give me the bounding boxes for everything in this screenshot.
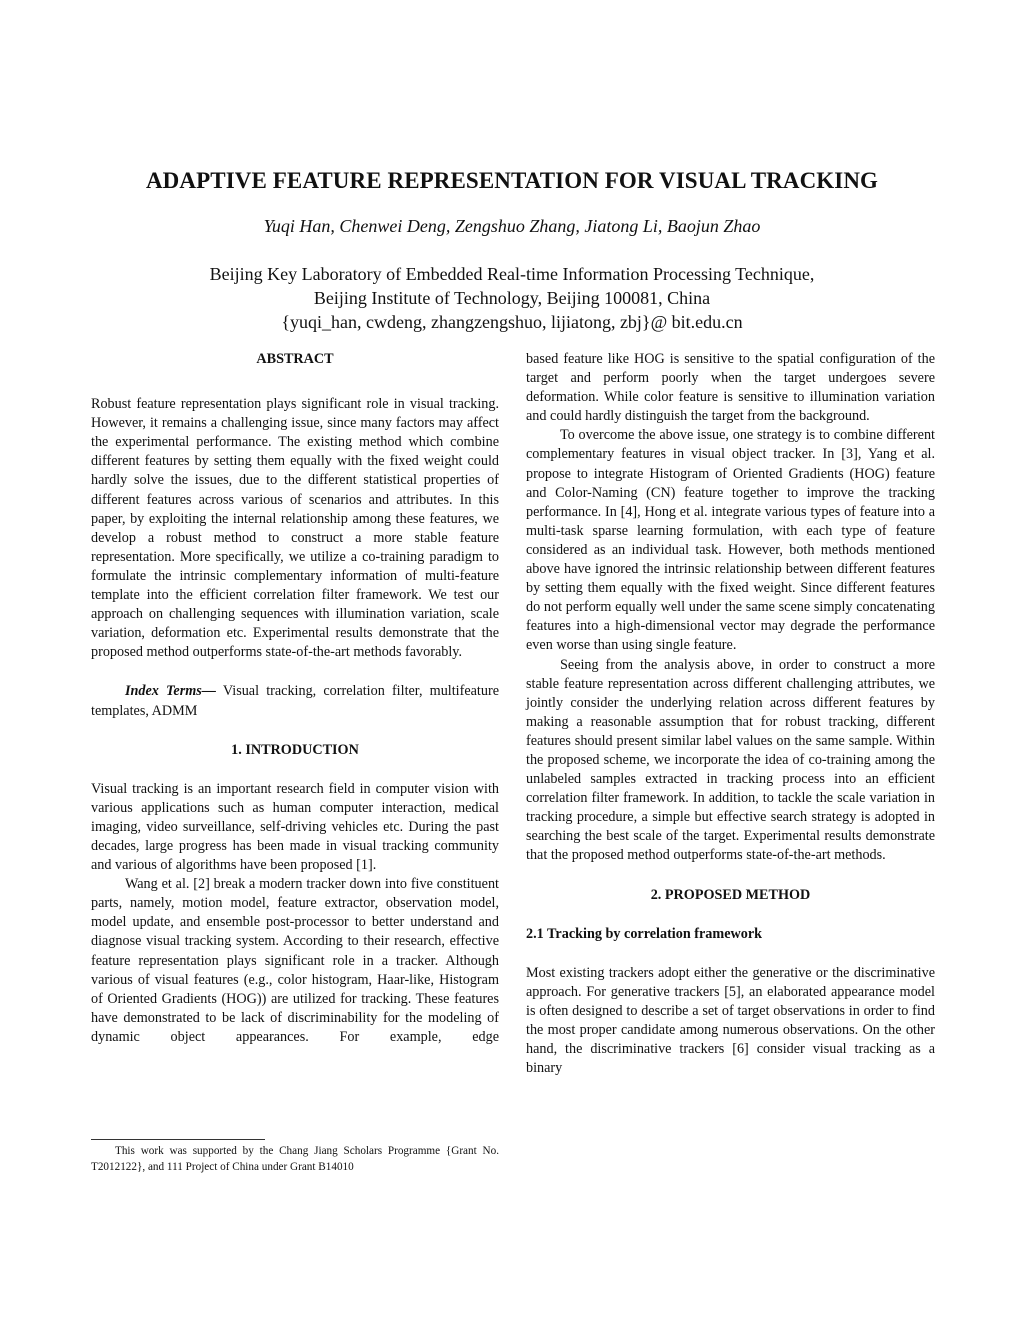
index-terms-label: Index Terms— (125, 683, 216, 700)
right-column (526, 350, 935, 1078)
intro-paragraph-2-continued: based feature like HOG is sensitive to the spatial configuration of the target and perform poorly when the target undergoes severe deformation. While color feature is sensitive to illumination variation and could hardly distinguish the target from the background. (526, 351, 935, 425)
intro-paragraph-3: To overcome the above issue, one strategy is to combine different complementary features in visual object tracker. In [3], Yang et al. propose to integrate Histogram of Oriented Gradients (HOG) feature and Color-Naming (CN) feature together to improve the tracking performance. In [4], Hong et al. integrate various types of feature into a multi-task sparse learning formulation, with each type of feature considered as an individual task. However, both methods mentioned above have ignored the intrinsic relationship between different features by setting them equally with the fixed weight. Since different features do not perform equally well under the same scene simply concatenating features into a high-dimensional vector may degrade the performance even worse than using single feature. (526, 427, 935, 654)
footnote (91, 1144, 499, 1175)
index-terms (91, 682, 499, 720)
email-line: {yuqi_han, cwdeng, zhangzengshuo, lijiatong, zbj}@ bit.edu.cn (281, 312, 743, 332)
introduction-heading: 1. INTRODUCTION (231, 741, 359, 758)
author-list: Yuqi Han, Chenwei Deng, Zengshuo Zhang, Jiatong Li, Baojun Zhao (263, 216, 761, 236)
footnote-text: This work was supported by the Chang Jiang Scholars Programme {Grant No. T2012122}, and 111 Project of China under Grant B14010 (91, 1145, 499, 1173)
intro-paragraph-4: Seeing from the analysis above, in order to construct a more stable feature representation across different challenging attributes, we jointly consider the underlying relation across different features by making a reasonable assumption that for robust tracking, different features should present similar label values on the same sample. Within the proposed scheme, we incorporate the idea of co-training among the unlabeled samples extracted in tracking process into an efficient correlation filter framework. In addition, to tackle the scale variation in tracking procedure, a simple but effective search strategy is adopted in searching the best scale of the target. Experimental results demonstrate that the proposed method outperforms state-of-the-art methods. (526, 656, 935, 864)
affiliation-line: Beijing Key Laboratory of Embedded Real-time Information Processing Technique, (209, 264, 815, 284)
abstract-text: Robust feature representation plays significant role in visual tracking. However, it remains a challenging issue, since many factors may affect the experimental performance. The existing method which combine different features by setting them equally with the fixed weight could hardly solve the issues, due to the different statistical properties of different features across various of scenarios and attributes. In this paper, by exploiting the internal relationship among these features, we develop a robust method to construct a more stable feature representation. More specifically, we utilize a co-training paradigm to formulate the intrinsic complementary information of multi-feature template into the efficient correlation filter framework. We test our approach on challenging sequences with illumination variation, scale variation, deformation etc. Experimental results demonstrate that the proposed method outperforms state-of-the-art methods favorably. (91, 396, 499, 661)
paper-title: ADAPTIVE FEATURE REPRESENTATION FOR VISUAL TRACKING (145, 168, 879, 193)
intro-paragraph-2: Wang et al. [2] break a modern tracker down into five constituent parts, namely, motion model, feature extractor, observation model, model update, and ensemble post-processor to better understand and diagnose visual tracking system. According to their research, effective feature representation plays significant role in a tracker. Although various of visual features (e.g., color histogram, Haar-like, Histogram of Oriented Gradients (HOG)) are utilized for tracking. These features have demonstrated to be lack of discriminability for the modeling of dynamic object appearances. For example, edge (91, 876, 499, 1045)
affiliation-block (0, 262, 1024, 334)
index-terms-text: Visual tracking, correlation filter, multifeature templates, ADMM (91, 683, 499, 719)
method-paragraph: Most existing trackers adopt either the generative or the discriminative approach. For generative trackers [5], an elaborated appearance model is often designed to describe a set of target observations in order to find the most proper candidate among numerous observations. On the other hand, the discriminative trackers [6] consider visual tracking as a binary (526, 964, 935, 1077)
left-column (91, 350, 499, 1047)
footnote-rule (91, 1139, 265, 1140)
intro-paragraph-1: Visual tracking is an important research field in computer vision with various applications such as human computer interaction, medical imaging, video surveillance, self-driving vehicles etc. During the past decades, large progress has been made in visual tracking community and various of algorithms have been proposed [1]. (91, 780, 499, 874)
proposed-method-heading: 2. PROPOSED METHOD (650, 886, 811, 903)
subsection-heading: 2.1 Tracking by correlation framework (526, 925, 763, 942)
affiliation-line: Beijing Institute of Technology, Beijing 100081, China (313, 288, 711, 308)
abstract-heading: ABSTRACT (256, 351, 334, 367)
